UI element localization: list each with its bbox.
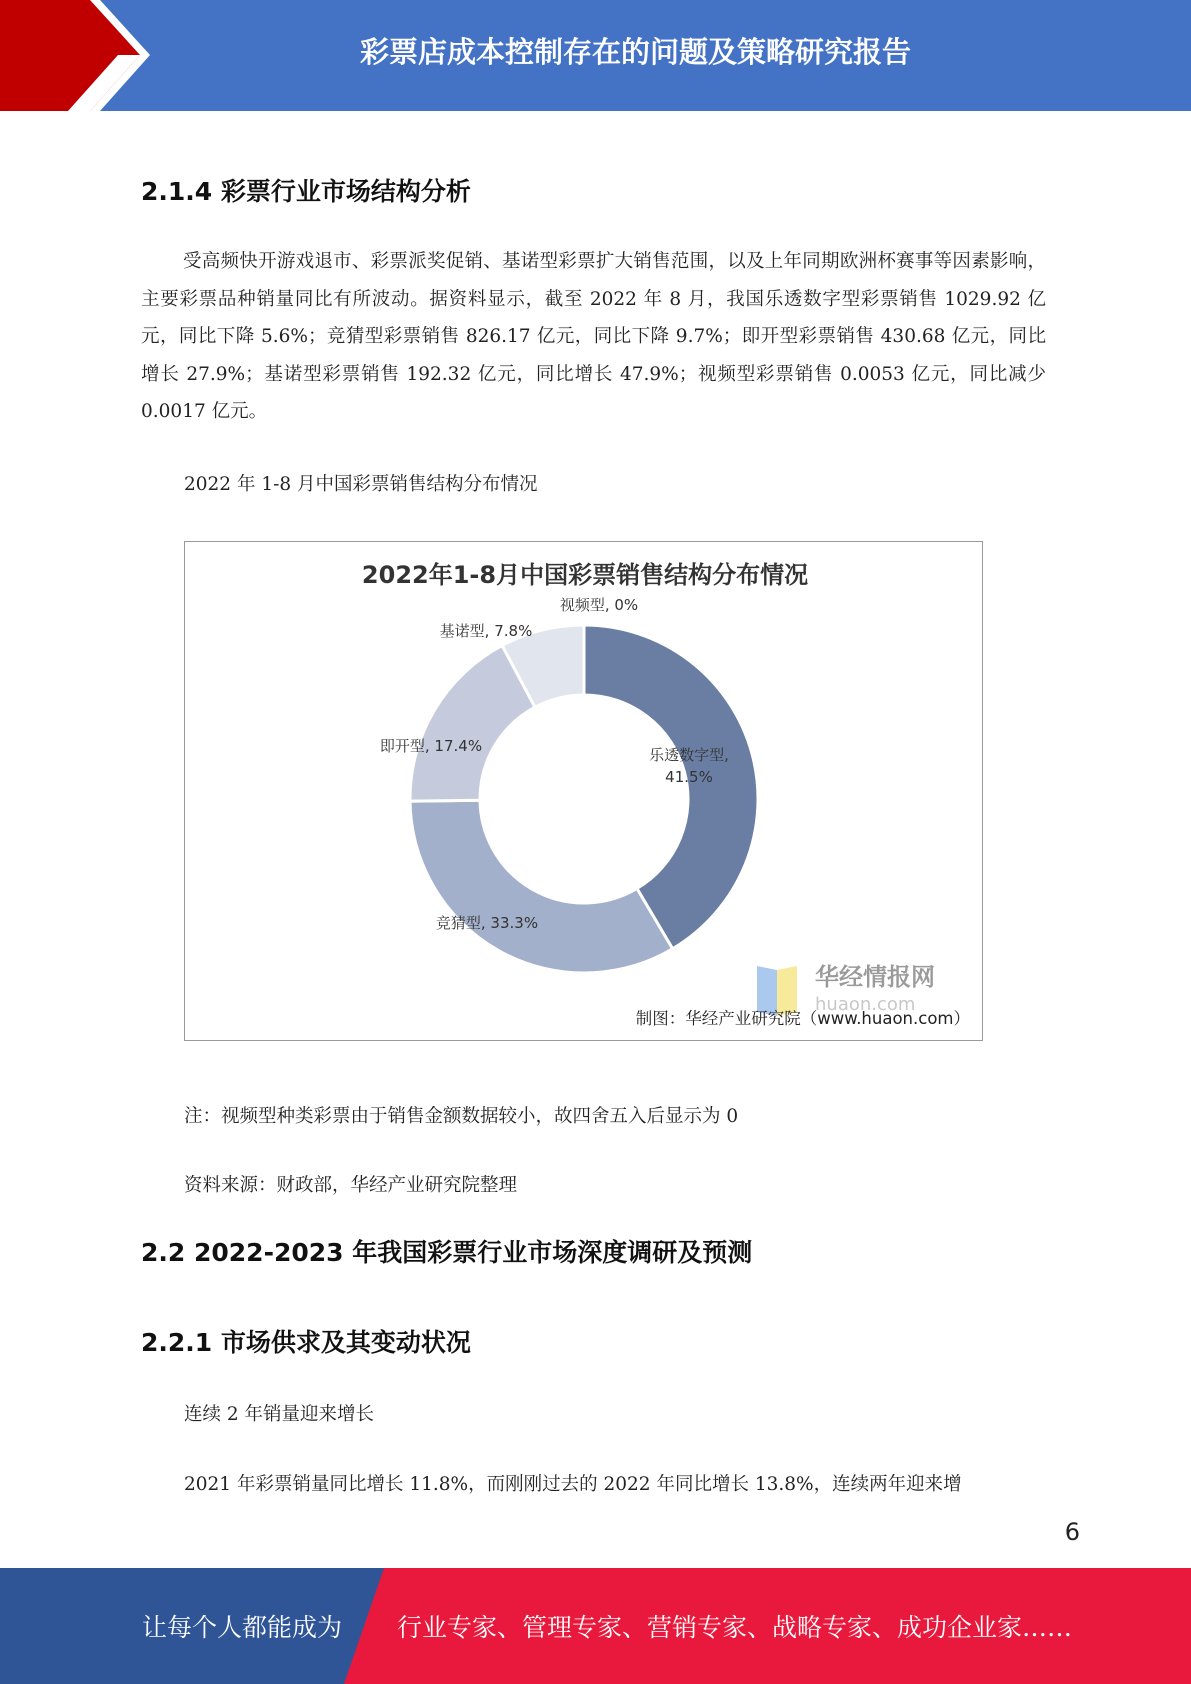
chart-credit: 制图：华经产业研究院（www.huaon.com） bbox=[635, 1009, 970, 1028]
section-heading-2-1-4: 2.1.4 彩票行业市场结构分析 bbox=[141, 177, 471, 206]
chart-title: 2022年1-8月中国彩票销售结构分布情况 bbox=[361, 561, 809, 589]
section-heading-2-2-1: 2.2.1 市场供求及其变动状况 bbox=[141, 1328, 471, 1357]
page-footer bbox=[0, 1568, 1191, 1684]
subsection-subtitle: 连续 2 年销量迎来增长 bbox=[184, 1404, 375, 1425]
donut-chart-svg bbox=[185, 542, 984, 1042]
document-title: 彩票店成本控制存在的问题及策略研究报告 bbox=[359, 34, 911, 69]
donut-chart bbox=[184, 541, 983, 1041]
footer-slogan-left: 让每个人都能成为 bbox=[142, 1613, 343, 1642]
data-label-video: 视频型, 0% bbox=[559, 596, 639, 614]
chart-caption: 2022 年 1-8 月中国彩票销售结构分布情况 bbox=[184, 474, 538, 495]
page-number: 6 bbox=[1064, 1518, 1080, 1546]
body-paragraph: 受高频快开游戏退市、彩票派奖促销、基诺型彩票扩大销售范围，以及上年同期欧洲杯赛事等因素影响，主要彩票品种销量同比有所波动。据资料显示，截至 2022 年 8 月，我国乐透数字型彩票销售 1029.92 亿元，同比下降 5.6%；竞猜型彩票销售 826.17 亿元，同比下降 9.7%；即开型彩票销售 430.68 亿元，同比增长 27.9%；基诺型彩票销售 192.32 亿元，同比增长 47.9%；视频型彩票销售 0.0053 亿元，同比减少 0.0017 亿元。 bbox=[141, 251, 1046, 422]
section-heading-2-2: 2.2 2022-2023 年我国彩票行业市场深度调研及预测 bbox=[141, 1238, 753, 1267]
data-label-keno: 基诺型, 7.8% bbox=[439, 622, 533, 640]
chart-note: 注：视频型种类彩票由于销售金额数据较小，故四舍五入后显示为 0 bbox=[184, 1106, 739, 1127]
watermark-brand: 华经情报网 bbox=[815, 963, 935, 991]
data-label-instant: 即开型, 17.4% bbox=[379, 737, 483, 755]
slice-1 bbox=[410, 800, 673, 973]
body-line: 2021 年彩票销量同比增长 11.8%，而刚刚过去的 2022 年同比增长 13.8%，连续两年迎来增 bbox=[184, 1474, 962, 1495]
data-label-quiz: 竞猜型, 33.3% bbox=[435, 914, 539, 932]
data-label-lotto-line2: 41.5% bbox=[665, 768, 713, 786]
data-source: 资料来源：财政部，华经产业研究院整理 bbox=[184, 1175, 518, 1196]
page-header bbox=[0, 0, 1191, 111]
watermark-site: huaon.com bbox=[815, 994, 916, 1015]
footer-slogan-right: 行业专家、管理专家、营销专家、战略专家、成功企业家…… bbox=[397, 1613, 1073, 1642]
data-label-lotto-line1: 乐透数字型, bbox=[649, 746, 729, 764]
